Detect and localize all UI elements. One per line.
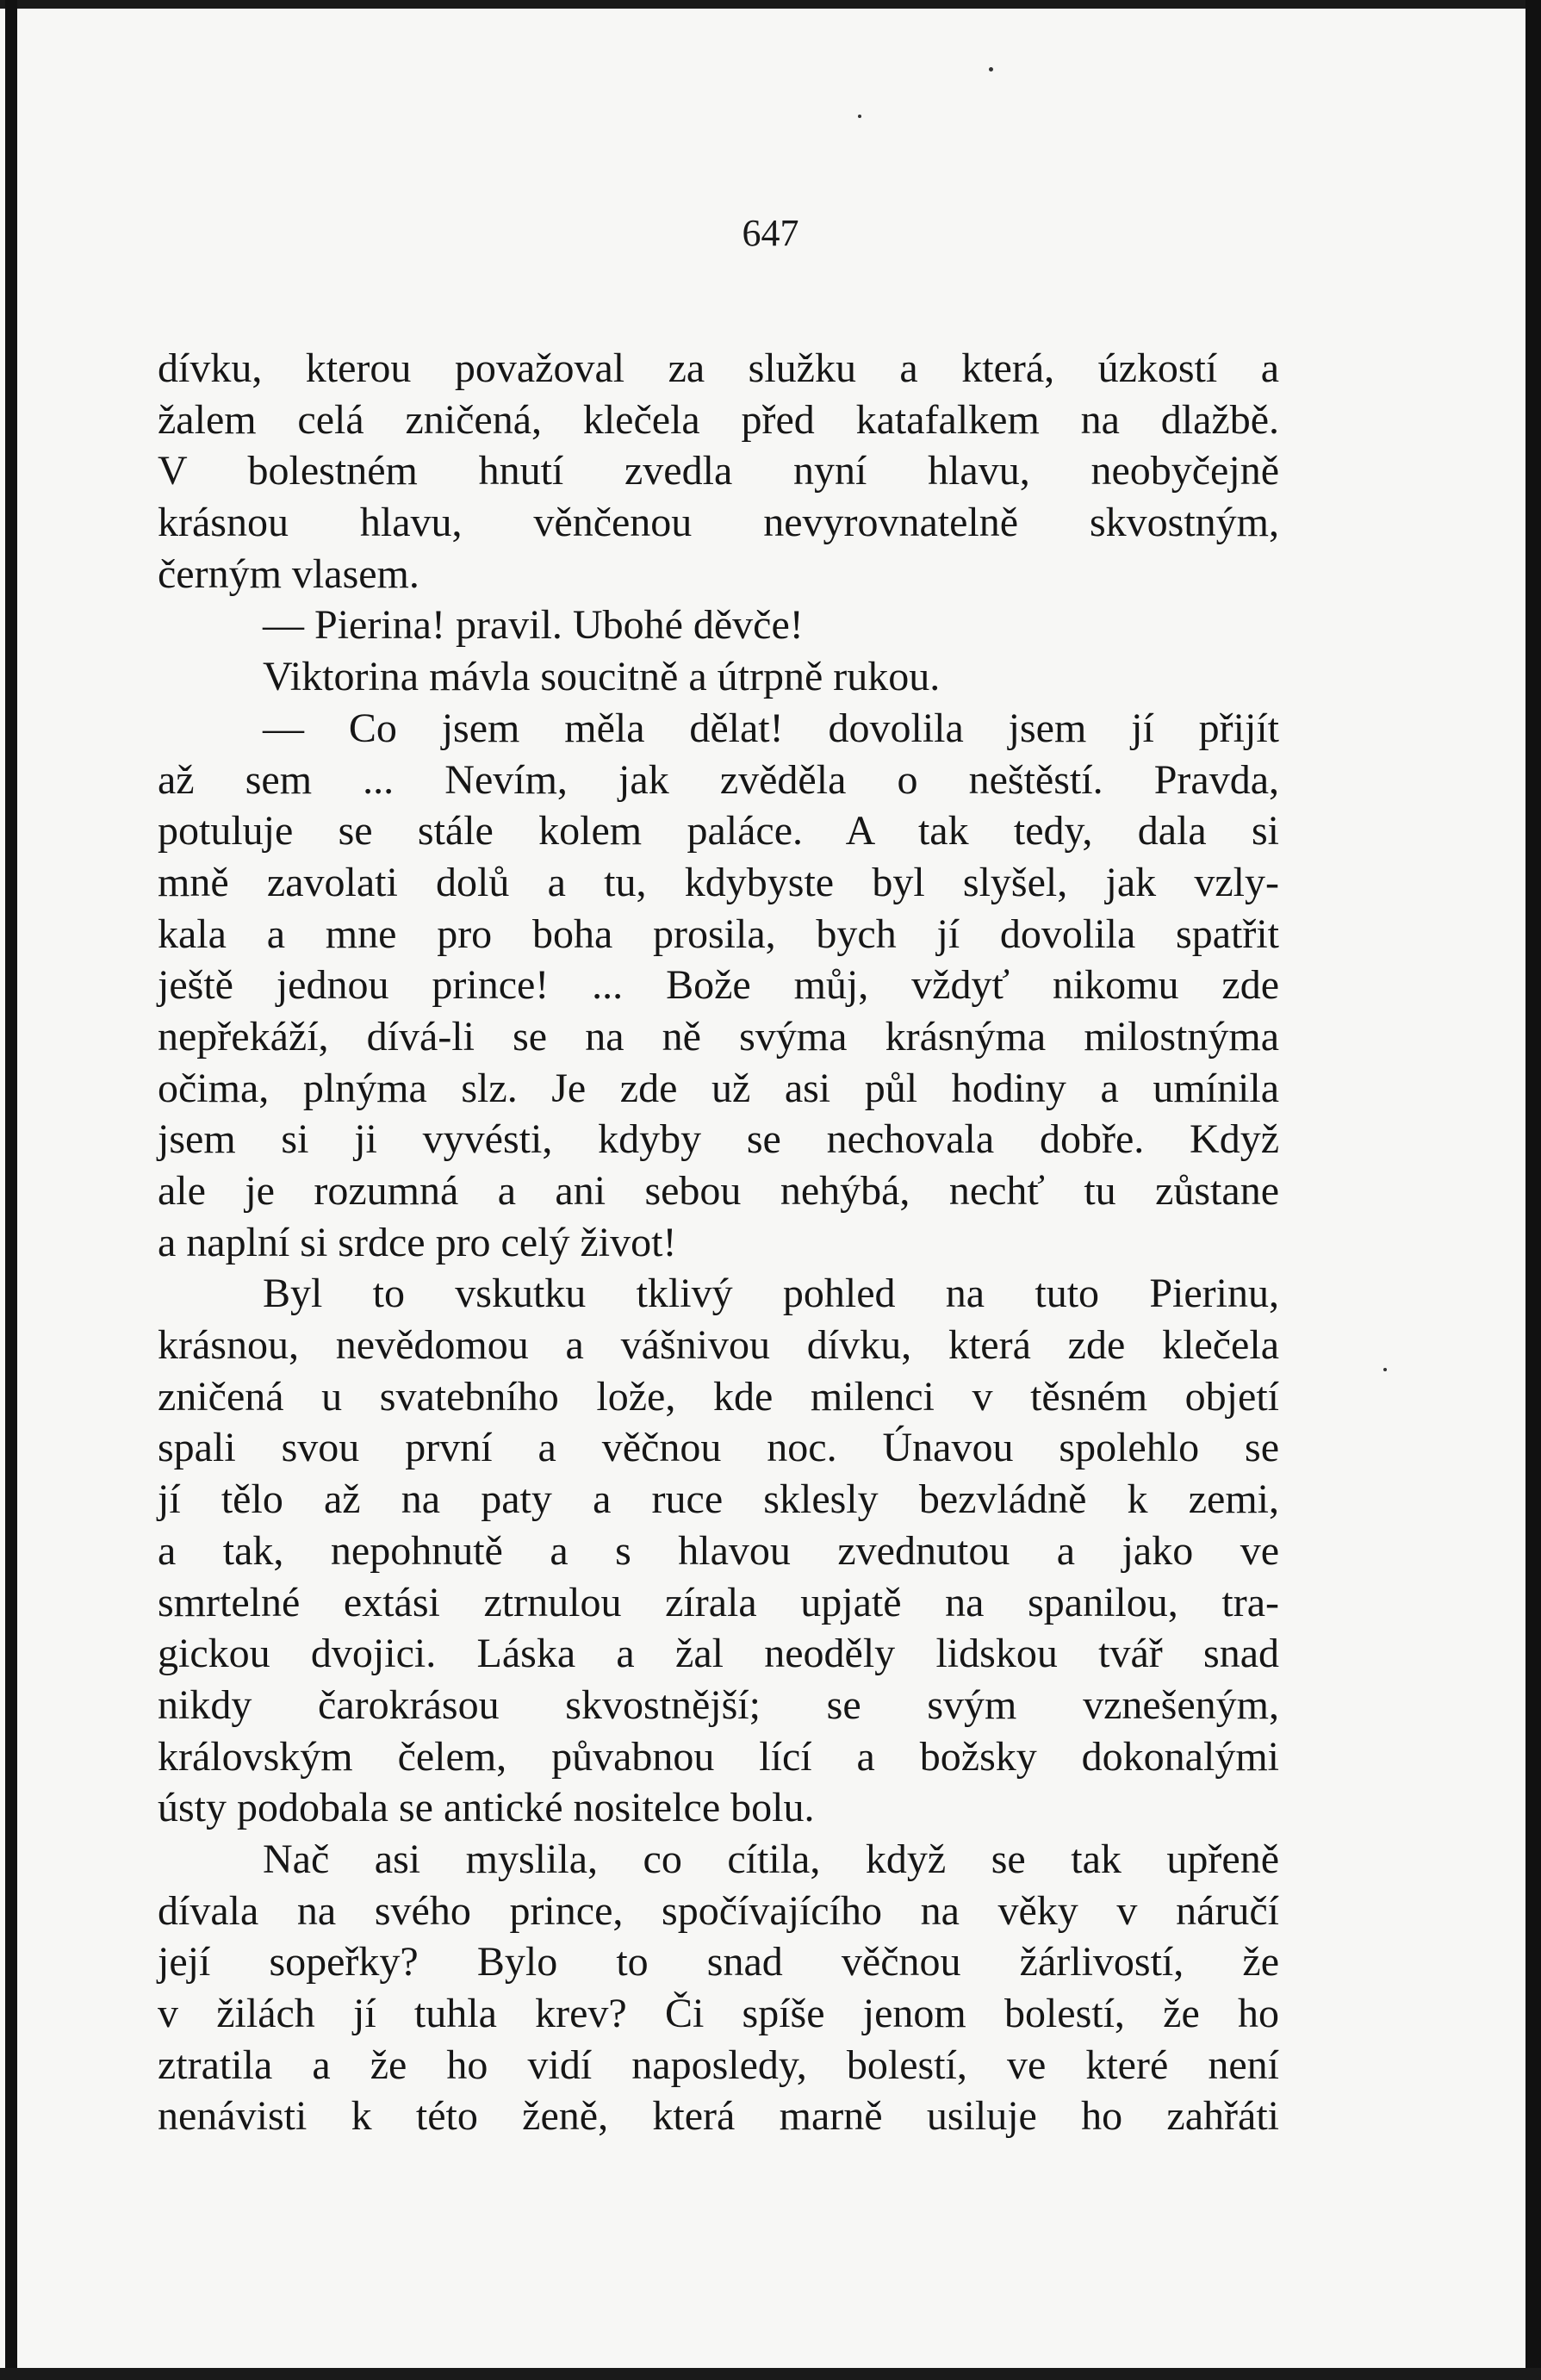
text-line: ale je rozumná a ani sebou nehýbá, nechť tu zůstane bbox=[158, 1168, 1279, 1214]
text-line: krásnou, nevědomou a vášnivou dívku, která zde klečela bbox=[158, 1322, 1279, 1369]
scan-edge-bottom bbox=[0, 2368, 1541, 2380]
text-line: a tak, nepohnutě a s hlavou zvednutou a jako ve bbox=[158, 1527, 1279, 1574]
scan-edge-top bbox=[0, 0, 1541, 9]
text-line: nepřekáží, dívá-li se na ně svýma krásnýma milostnýma bbox=[158, 1013, 1279, 1060]
text-line: potuluje se stále kolem paláce. A tak tedy, dala si bbox=[158, 808, 1279, 854]
text-line: krásnou hlavu, věnčenou nevyrovnatelně skvostným, bbox=[158, 500, 1279, 546]
text-line: její sopeřky? Bylo to snad věčnou žárlivostí, že bbox=[158, 1939, 1279, 1985]
text-line: — Co jsem měla dělat! dovolila jsem jí přijít bbox=[263, 705, 1279, 751]
text-line: ústy podobala se antické nositelce bolu. bbox=[158, 1785, 815, 1831]
text-line: a naplní si srdce pro celý život! bbox=[158, 1219, 677, 1265]
text-line: gickou dvojici. Láska a žal neoděly lidskou tvář snad bbox=[158, 1631, 1279, 1677]
text-line: očima, plnýma slz. Je zde už asi půl hodiny a umínila bbox=[158, 1065, 1279, 1111]
body-text bbox=[158, 343, 1279, 2142]
text-line: v žilách jí tuhla krev? Či spíše jenom bolestí, že ho bbox=[158, 1991, 1279, 2036]
text-line: Byl to vskutku tklivý pohled na tuto Pierinu, bbox=[263, 1271, 1279, 1317]
text-line: až sem ... Nevím, jak zvěděla o neštěstí. Pravda, bbox=[158, 756, 1279, 803]
text-line: — Pierina! pravil. Ubohé děvče! bbox=[263, 602, 804, 649]
text-line: ztratila a že ho vidí naposledy, bolestí, ve které není bbox=[158, 2041, 1279, 2088]
text-line: zničená u svatebního lože, kde milenci v těsném objetí bbox=[158, 1373, 1279, 1420]
text-line: dívala na svého prince, spočívajícího na věky v náručí bbox=[158, 1887, 1279, 1934]
text-line: smrtelné extási ztrnulou zírala upjatě na spanilou, tra- bbox=[158, 1579, 1279, 1625]
text-line: mně zavolati dolů a tu, kdybyste byl slyšel, jak vzly- bbox=[158, 859, 1279, 905]
text-line: V bolestném hnutí zvedla nyní hlavu, neobyčejně bbox=[158, 448, 1279, 494]
text-line: Nač asi myslila, co cítila, když se tak upřeně bbox=[263, 1836, 1279, 1882]
text-line: černým vlasem. bbox=[158, 550, 419, 597]
scan-speck bbox=[858, 115, 861, 118]
text-line: dívku, kterou považoval za služku a která, úzkostí a bbox=[158, 345, 1279, 391]
page-number: 647 bbox=[742, 212, 799, 254]
scan-edge-left bbox=[5, 0, 17, 2380]
text-line: nenávisti k této ženě, která marně usiluje ho zahřáti bbox=[158, 2093, 1279, 2140]
text-line: královským čelem, půvabnou lící a božsky dokonalými bbox=[158, 1733, 1279, 1780]
text-line: spali svou první a věčnou noc. Únavou spolehlo se bbox=[158, 1425, 1279, 1471]
text-line: ještě jednou prince! ... Bože můj, vždyť nikomu zde bbox=[158, 962, 1279, 1009]
text-line: jsem si ji vyvésti, kdyby se nechovala dobře. Když bbox=[158, 1116, 1279, 1163]
text-line: kala a mne pro boha prosila, bych jí dovolila spatřit bbox=[158, 910, 1279, 957]
text-line: Viktorina mávla soucitně a útrpně rukou. bbox=[263, 654, 941, 700]
scan-edge-right bbox=[1525, 0, 1541, 2380]
text-line: jí tělo až na paty a ruce sklesly bezvládně k zemi, bbox=[158, 1476, 1279, 1523]
text-line: nikdy čarokrásou skvostnější; se svým vznešeným, bbox=[158, 1681, 1279, 1728]
scan-speck bbox=[989, 67, 993, 71]
text-line: žalem celá zničená, klečela před katafalkem na dlažbě. bbox=[158, 396, 1279, 443]
scan-speck bbox=[1383, 1368, 1387, 1371]
